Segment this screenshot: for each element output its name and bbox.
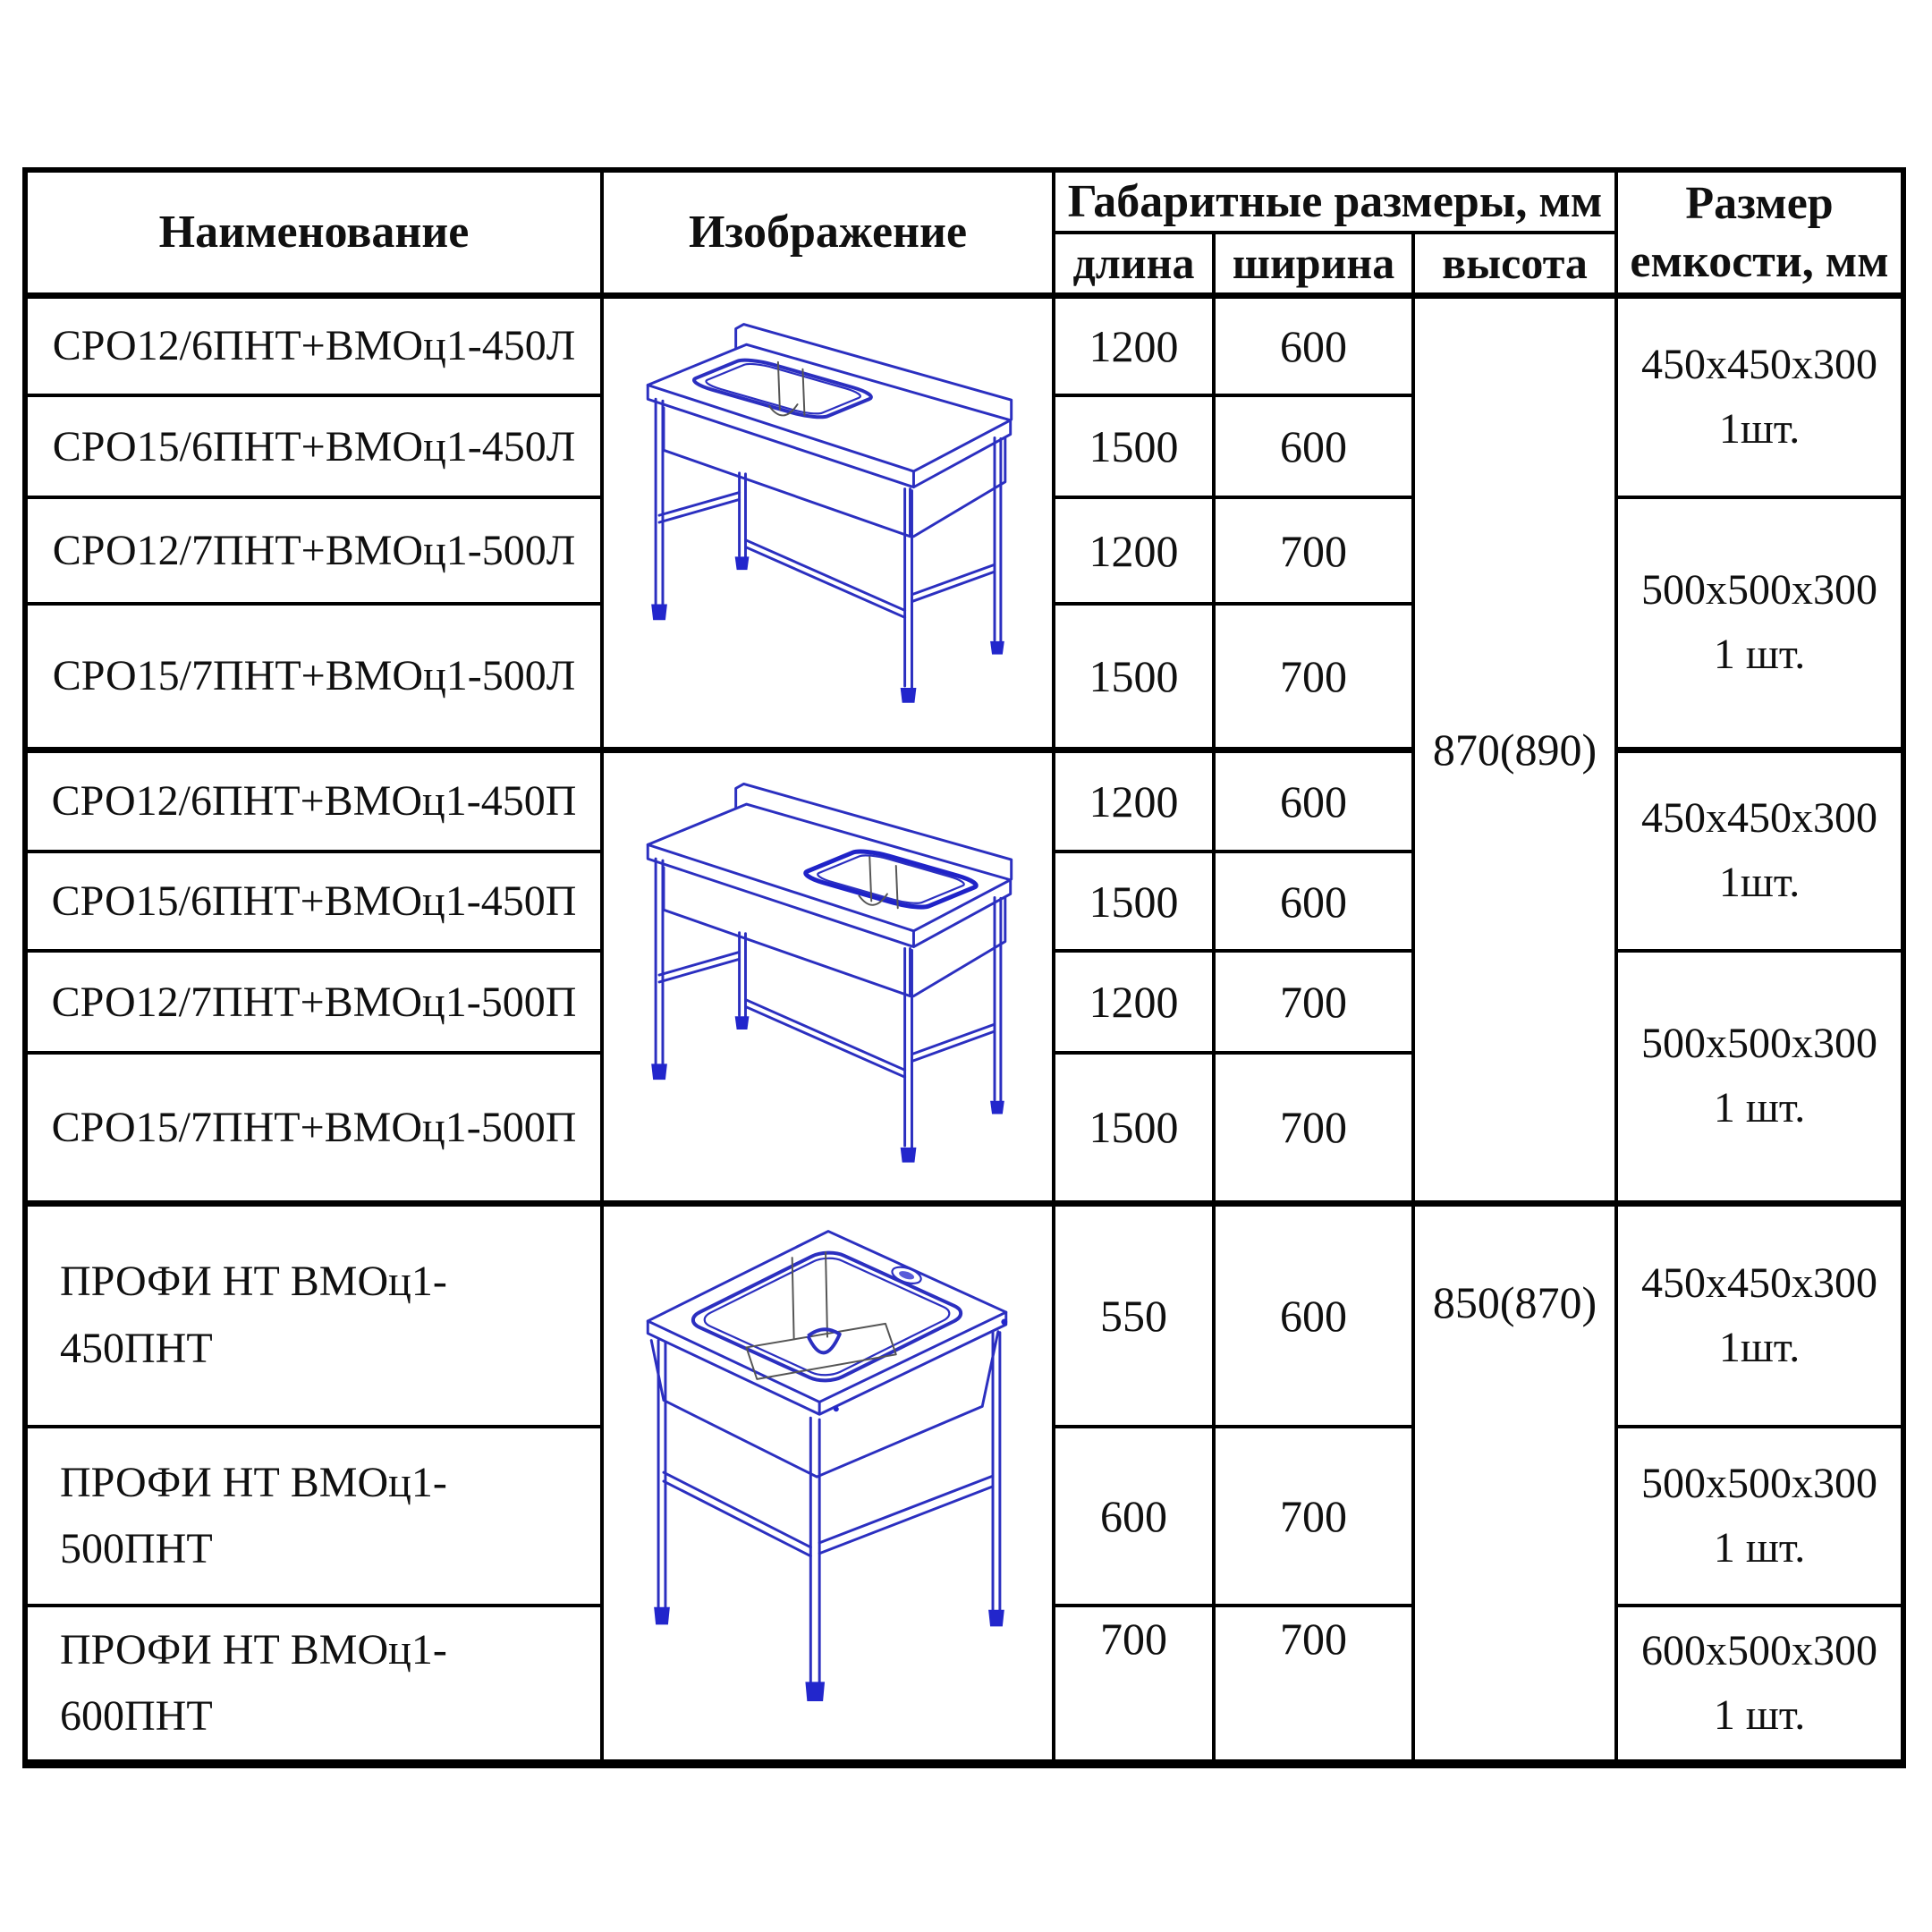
width-cell: 600 [1214, 295, 1413, 395]
capacity-cell: 600x500x300 1 шт. [1616, 1606, 1903, 1764]
width-cell: 700 [1214, 497, 1413, 604]
col-header-name: Наименование [25, 170, 602, 295]
product-name-cell: СРО15/7ПНТ+ВМОц1-500П [25, 1053, 602, 1203]
length-cell: 1200 [1054, 750, 1214, 852]
length-cell: 700 [1054, 1606, 1214, 1764]
capacity-cell: 450x450x300 1шт. [1616, 1203, 1903, 1427]
single-bowl-sink-illustration [606, 1207, 1050, 1758]
product-name-cell: СРО12/7ПНТ+ВМОц1-500П [25, 951, 602, 1053]
width-cell: 600 [1214, 395, 1413, 497]
col-header-length: длина [1054, 233, 1214, 295]
product-name-cell: СРО12/6ПНТ+ВМОц1-450Л [25, 295, 602, 395]
illustration-cell [602, 295, 1054, 750]
sink-table-bowl-left-illustration [606, 299, 1050, 746]
length-cell: 1200 [1054, 295, 1214, 395]
product-name-cell: СРО15/7ПНТ+ВМОц1-500Л [25, 604, 602, 750]
capacity-cell: 500x500x300 1 шт. [1616, 497, 1903, 750]
width-cell: 700 [1214, 1606, 1413, 1764]
width-cell: 700 [1214, 1427, 1413, 1606]
product-name-cell: СРО15/6ПНТ+ВМОц1-450П [25, 852, 602, 951]
illustration-cell [602, 750, 1054, 1203]
capacity-cell: 500x500x300 1 шт. [1616, 951, 1903, 1203]
width-cell: 700 [1214, 1053, 1413, 1203]
table-row [25, 1203, 1903, 1427]
width-cell: 600 [1214, 1203, 1413, 1427]
capacity-cell: 500x500x300 1 шт. [1616, 1427, 1903, 1606]
product-name-cell: СРО12/6ПНТ+ВМОц1-450П [25, 750, 602, 852]
col-header-capacity: Размер емкости, мм [1616, 170, 1903, 295]
col-header-image: Изображение [602, 170, 1054, 295]
col-header-dimensions-group: Габаритные размеры, мм [1054, 170, 1616, 233]
length-cell: 1500 [1054, 1053, 1214, 1203]
height-cell: 870(890) [1413, 295, 1616, 1203]
length-cell: 550 [1054, 1203, 1214, 1427]
table-row [25, 295, 1903, 395]
length-cell: 1500 [1054, 852, 1214, 951]
width-cell: 600 [1214, 852, 1413, 951]
table-row [25, 750, 1903, 852]
height-cell: 850(870) [1413, 1203, 1616, 1764]
width-cell: 700 [1214, 604, 1413, 750]
capacity-cell: 450x450x300 1шт. [1616, 295, 1903, 497]
sink-spec-table [22, 167, 1906, 1768]
product-name-cell: СРО15/6ПНТ+ВМОц1-450Л [25, 395, 602, 497]
product-name-cell: ПРОФИ НТ ВМОц1- 600ПНТ [25, 1606, 602, 1764]
length-cell: 1500 [1054, 395, 1214, 497]
length-cell: 600 [1054, 1427, 1214, 1606]
col-header-height: высота [1413, 233, 1616, 295]
capacity-cell: 450x450x300 1шт. [1616, 750, 1903, 951]
length-cell: 1500 [1054, 604, 1214, 750]
product-name-cell: СРО12/7ПНТ+ВМОц1-500Л [25, 497, 602, 604]
sink-table-bowl-right-illustration [606, 753, 1050, 1199]
col-header-width: ширина [1214, 233, 1413, 295]
header-row-1 [25, 170, 1903, 233]
product-name-cell: ПРОФИ НТ ВМОц1- 450ПНТ [25, 1203, 602, 1427]
illustration-cell [602, 1203, 1054, 1764]
length-cell: 1200 [1054, 951, 1214, 1053]
length-cell: 1200 [1054, 497, 1214, 604]
width-cell: 700 [1214, 951, 1413, 1053]
product-name-cell: ПРОФИ НТ ВМОц1- 500ПНТ [25, 1427, 602, 1606]
width-cell: 600 [1214, 750, 1413, 852]
